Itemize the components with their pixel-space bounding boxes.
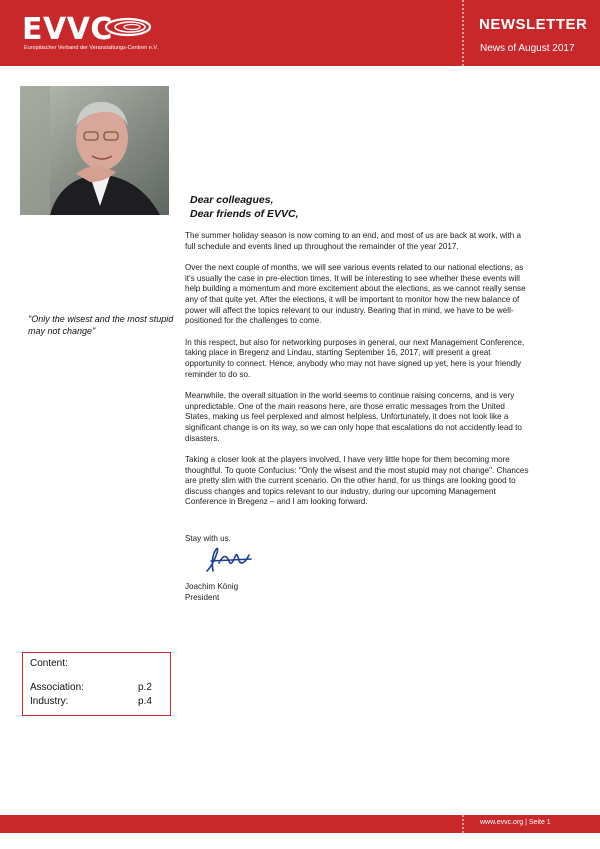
contents-box	[22, 652, 171, 716]
paragraph: In this respect, but also for networking purposes in general, our next Management Conference, taking place in Bregenz and Lindau, starting September 16, 2017, will present a great opportunity to connect. Hence, anybody who may not have signed up yet, here is your friendly reminder to do so.	[185, 337, 525, 379]
paragraph: Taking a closer look at the players involved, I have very little hope for them becoming more thoughtful. To quote Confucius: "Only the wisest and the most stupid may not change". Chances are pretty slim with the current scenario. On the other hand, for us things are looking good to discuss changes and topics relevant to our industry, during our upcoming Management Conference in Bregenz – and I am looking forward.	[185, 455, 529, 507]
footer-divider	[462, 815, 464, 833]
greeting-line-2: Dear friends of EVVC,	[190, 208, 299, 220]
paragraph: Over the next couple of months, we will see various events related to our national elections, as it's usually the case in pre-election times. It will be interesting to see whether these events will help building a momentum and more excitement about the elections, as we cannot really sense any of that quite yet. After the elections, it will be important to monitor how the new balance of power will affect the topics relevant to our industry. Bearing that in mind, we have to be well-positioned for the challenges to come.	[185, 263, 526, 326]
logo-subtitle: Europäischer Verband der Veranstaltungs-Centren e.V.	[24, 45, 159, 51]
signature-role: President	[185, 593, 220, 602]
paragraph: Meanwhile, the overall situation in the world seems to continue raising concerns, and is very unpredictable. One of the main reasons here, are those erratic messages from the United States, making us feel perplexed and almost helpless. Unfortunately, it does not look like a significant change is on its way, so we can only hope that escalations do not accidently lead to disasters.	[185, 391, 522, 443]
signature-block	[185, 581, 238, 603]
handwritten-signature-icon	[203, 541, 255, 575]
newsletter-title: NEWSLETTER	[479, 16, 588, 33]
paragraph: The summer holiday season is now coming to an end, and most of us are back at work, with a full schedule and events lined up throughout the remainder of the year 2017.	[185, 231, 522, 251]
letter-body	[185, 231, 530, 519]
contents-item-industry[interactable]	[30, 696, 160, 707]
contents-item-page: p.2	[138, 682, 152, 693]
contents-item-association[interactable]	[30, 682, 160, 693]
footer-text[interactable]: www.evvc.org | Seite 1	[480, 819, 551, 826]
pull-quote: "Only the wisest and the most stupid may not change"	[28, 314, 174, 336]
header-bar	[0, 0, 600, 66]
greeting	[190, 193, 299, 221]
header-divider	[462, 0, 464, 66]
contents-item-label: Industry:	[30, 696, 69, 707]
greeting-line-1: Dear colleagues,	[190, 194, 274, 206]
footer-bar	[0, 815, 600, 833]
logo-swoosh-icon	[104, 16, 152, 38]
contents-title: Content:	[30, 658, 68, 669]
signature-name: Joachim König	[185, 582, 239, 591]
signoff: Stay with us.	[185, 534, 231, 543]
president-photo	[20, 86, 169, 215]
logo-text: EVVC	[22, 12, 113, 47]
portrait-illustration	[20, 86, 169, 215]
contents-item-page: p.4	[138, 696, 152, 707]
newsletter-date: News of August 2017	[480, 43, 575, 54]
contents-item-label: Association:	[30, 682, 84, 693]
